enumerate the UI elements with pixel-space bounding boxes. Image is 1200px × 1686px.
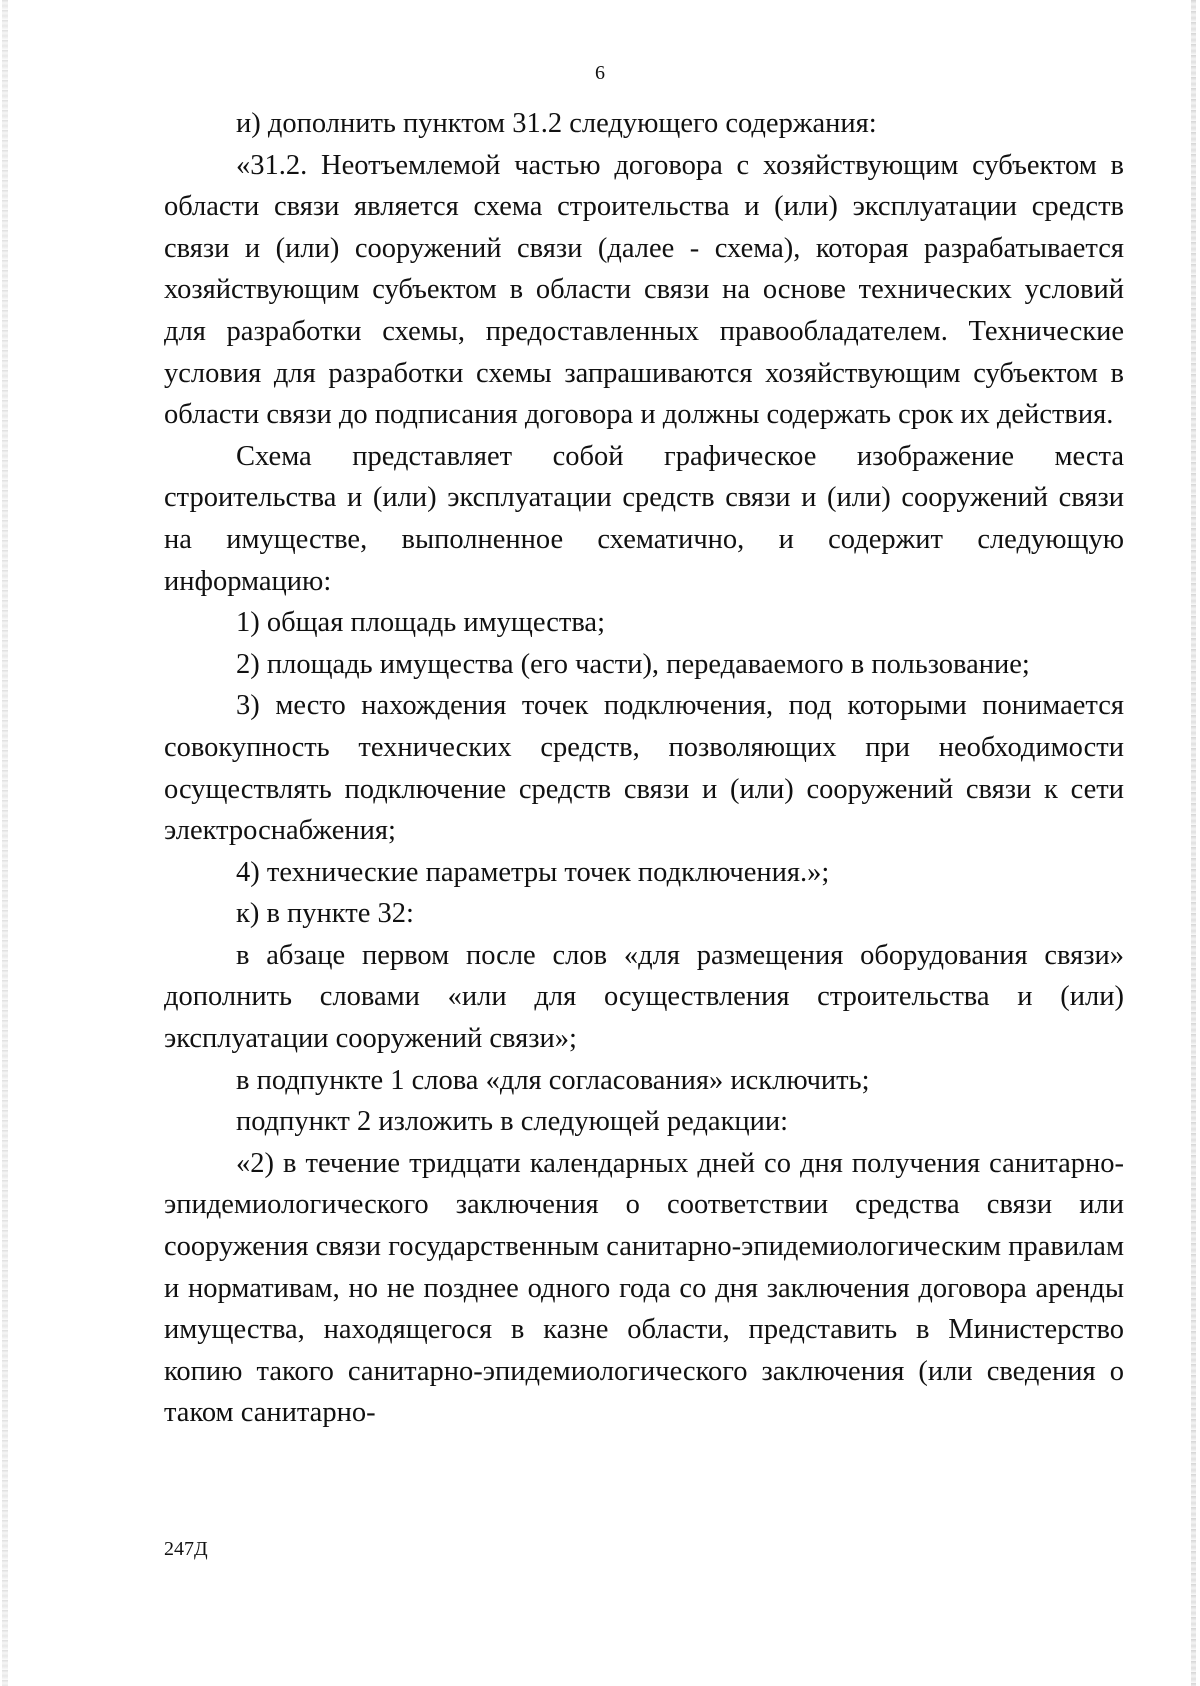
paragraph-item-k: к) в пункте 32: (236, 898, 414, 930)
paragraph-subitem-2-text: «2) в течение тридцати календарных дней со дня получения санитарно-эпидемиологического заключения о соответствии средства связи или сооружения связи государственным санитарно-эпидемиологическим правилам и нормативам, но не позднее одного года со дня заключения договора аренды имущества, находящегося в казне области, представить в Министерство копию такого санитарно-эпидемиологического заключения (или сведения о таком санитарно- (164, 1147, 1124, 1429)
paragraph-first-abzac: в абзаце первом после слов «для размещения оборудования связи» дополнить словами «или для осуществления строительства и (или) эксплуатации сооружений связи»; (164, 939, 1124, 1055)
scan-edge-right (1191, 0, 1196, 1686)
paragraph-subitem-1: в подпункте 1 слова «для согласования» исключить; (236, 1064, 870, 1096)
paragraph-clause-31-2: «31.2. Неотъемлемой частью договора с хозяйствующим субъектом в области связи является схема строительства и (или) эксплуатации средств связи и (или) сооружений связи (далее - схема), которая разрабатывается хозяйствующим субъектом в области связи на основе технических условий для разработки схемы, предоставленных правообладателем. Технические условия для разработки схемы запрашиваются хозяйствующим субъектом в области связи до подписания договора и должны содержать срок их действия. (164, 149, 1124, 431)
list-item-1: 1) общая площадь имущества; (236, 607, 605, 639)
document-body (164, 103, 1124, 1434)
list-item-2: 2) площадь имущества (его части), передаваемого в пользование; (236, 648, 1030, 680)
paragraph-scheme-description: Схема представляет собой графическое изображение места строительства и (или) эксплуатации средств связи и (или) сооружений связи на имуществе, выполненное схематично, и содержит следующую информацию: (164, 440, 1124, 597)
list-item-4: 4) технические параметры точек подключения.»; (236, 856, 830, 888)
list-item-3: 3) место нахождения точек подключения, под которыми понимается совокупность технических средств, позволяющих при необходимости осуществлять подключение средств связи и (или) сооружений связи к сети электроснабжения; (164, 690, 1124, 847)
document-code: 247Д (164, 1538, 208, 1560)
scan-edge-left (2, 0, 8, 1686)
paragraph-subitem-2-intro: подпункт 2 изложить в следующей редакции: (236, 1106, 789, 1138)
paragraph-item-i: и) дополнить пунктом 31.2 следующего содержания: (236, 108, 877, 139)
page-number: 6 (595, 62, 605, 84)
